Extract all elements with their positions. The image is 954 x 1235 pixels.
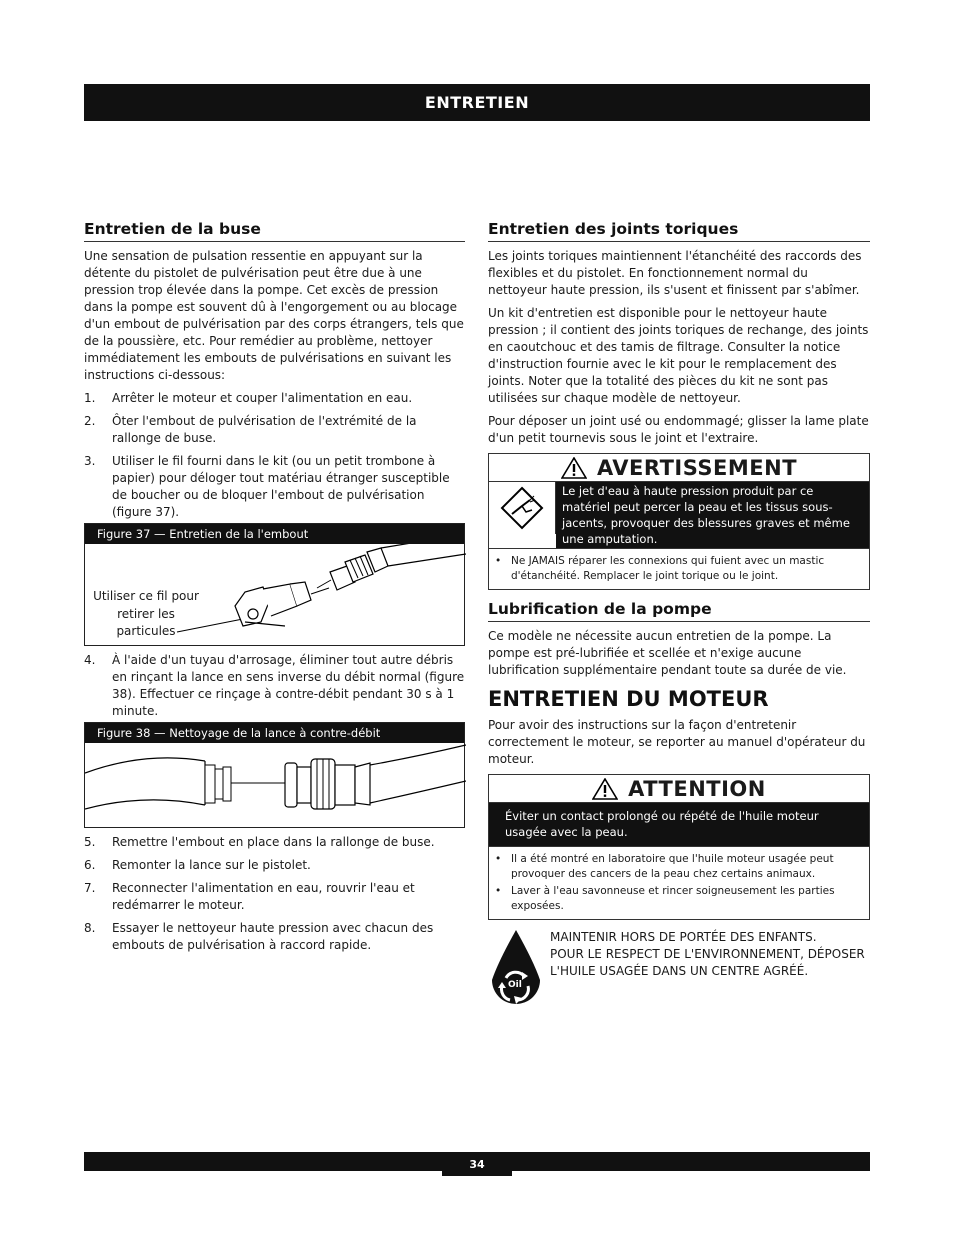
nozzle-maintenance-heading: Entretien de la buse [84, 220, 465, 242]
list-item: 6. Remonter la lance sur le pistolet. [84, 858, 311, 872]
oil-recycle-notice [488, 928, 870, 1016]
left-column [84, 220, 465, 960]
list-item: 4. À l'aide d'un tuyau d'arrosage, éliminer tout autre débris en rinçant la lance en sens inverse du débit normal (figure 38). Effectuer ce rinçage à contre-débit pendant 30 s à 1 minute. [84, 653, 465, 718]
oil-drop-recycle-icon [488, 928, 544, 1016]
list-item: 3. Utiliser le fil fourni dans le kit (ou un petit trombone à papier) pour déloger tout matériau étranger susceptible de boucher ou de bloquer l'embout de pulvérisation (figure 37). [84, 454, 450, 519]
list-item: 8. Essayer le nettoyeur haute pression avec chacun des embouts de pulvérisation à raccord rapide. [84, 921, 434, 952]
warning-header [489, 454, 869, 482]
oring-text-2: Un kit d'entretien est disponible pour le nettoyeur haute pression ; il contient des joints toriques de rechange, des joints en caoutchouc et des tamis de filtrage. Consulter la notice d'instruction fournie avec le kit pour le remplacement des joints. Noter que la totalité des pièces du kit ne sont pas utilisées sur chaque modèle de nettoyeur. [488, 306, 869, 405]
warning-triangle-icon [592, 778, 618, 800]
warning-title: AVERTISSEMENT [596, 455, 798, 480]
oil-recycle-text [550, 928, 870, 1016]
oring-text-1: Les joints toriques maintiennent l'étanchéité des raccords des flexibles et du pistolet. En fonctionnement normal du nettoyeur haute pression, ils s'usent et finissent par s'abîmer. [488, 249, 862, 297]
warning-bullets [489, 548, 869, 589]
high-pressure-hazard-icon [489, 482, 556, 534]
caution-box [488, 774, 870, 920]
warning-box [488, 453, 870, 590]
caution-header [489, 775, 869, 803]
caution-bullets [489, 846, 869, 919]
page-number: 34 [442, 1152, 512, 1176]
section-header-bar [84, 84, 870, 121]
figure-38-title: Figure 38 — Nettoyage de la lance à contre-débit [85, 723, 464, 743]
list-item: • Ne JAMAIS réparer les connexions qui fuient avec un mastic d'étanchéité. Remplacer le joint torique ou le joint. [495, 555, 825, 582]
steps-list-a [84, 390, 465, 521]
pump-lubrication-text: Ce modèle ne nécessite aucun entretien de la pompe. La pompe est pré-lubrifiée et scellée et n'exige aucune lubrification supplémentaire pendant toute sa durée de vie. [488, 629, 847, 677]
oil-recycle-icon-wrap [488, 928, 544, 1016]
figure-37 [84, 523, 465, 646]
list-item: • Il a été montré en laboratoire que l'huile moteur usagée peut provoquer des cancers de la peau chez certains animaux. [495, 853, 834, 880]
right-column [488, 220, 870, 1016]
figure-37-illustration [85, 544, 464, 645]
oil-label: Oil [508, 980, 522, 990]
caution-title: ATTENTION [628, 776, 766, 801]
figure-38-illustration [85, 743, 464, 827]
environment-disposal-text: POUR LE RESPECT DE L'ENVIRONNEMENT, DÉPOSER L'HUILE USAGÉE DANS UN CENTRE AGRÉÉ. [550, 947, 865, 978]
warning-main [489, 482, 869, 548]
nozzle-tip-drawing [85, 544, 466, 645]
engine-maintenance-heading: ENTRETIEN DU MOTEUR [488, 687, 769, 711]
section-title: ENTRETIEN [424, 93, 530, 112]
warning-triangle-icon [561, 457, 587, 479]
warning-text: Le jet d'eau à haute pression produit par ce matériel peut percer la peau et les tissus sous-jacents, provoquer des blessures graves et même une amputation. [556, 482, 869, 548]
keep-away-children-text: MAINTENIR HORS DE PORTÉE DES ENFANTS. [550, 930, 817, 944]
figure-37-callout: Utiliser ce fil pour retirer les particules [93, 589, 199, 638]
list-item: 7. Reconnecter l'alimentation en eau, rouvrir l'eau et redémarrer le moteur. [84, 881, 415, 912]
oring-maintenance-heading: Entretien des joints toriques [488, 220, 870, 242]
injection-hazard-icon [500, 486, 544, 530]
caution-text: Éviter un contact prolongé ou répété de l'huile moteur usagée avec la peau. [489, 803, 869, 846]
figure-38 [84, 722, 465, 828]
pump-lubrication-heading: Lubrification de la pompe [488, 600, 870, 622]
list-item: 1. Arrêter le moteur et couper l'alimentation en eau. [84, 391, 413, 405]
nozzle-intro-text: Une sensation de pulsation ressentie en appuyant sur la détente du pistolet de pulvérisation peut être due à une pression trop élevée dans la pompe. Cet excès de pression dans la pompe est souvent dû à l'engorgement ou au blocage d'un embout de pulvérisation par des corps étrangers, tels que de la poussière, etc. Pour remédier au problème, nettoyer immédiatement les embouts de pulvérisations en suivant les instructions ci-dessous: [84, 249, 464, 382]
oring-text-3: Pour déposer un joint usé ou endommagé; glisser la lame plate d'un petit tournevis sous le joint et l'extraire. [488, 414, 869, 445]
list-item: 2. Ôter l'embout de pulvérisation de l'extrémité de la rallonge de buse. [84, 414, 417, 445]
list-item: • Laver à l'eau savonneuse et rincer soigneusement les parties exposées. [495, 885, 835, 912]
list-item: 5. Remettre l'embout en place dans la rallonge de buse. [84, 835, 435, 849]
steps-list-b [84, 652, 465, 720]
figure-37-title: Figure 37 — Entretien de la l'embout [85, 524, 464, 544]
engine-maintenance-text: Pour avoir des instructions sur la façon d'entretenir correctement le moteur, se reporter au manuel d'opérateur du moteur. [488, 718, 866, 766]
steps-list-c [84, 834, 465, 954]
lance-flush-drawing [85, 743, 466, 827]
